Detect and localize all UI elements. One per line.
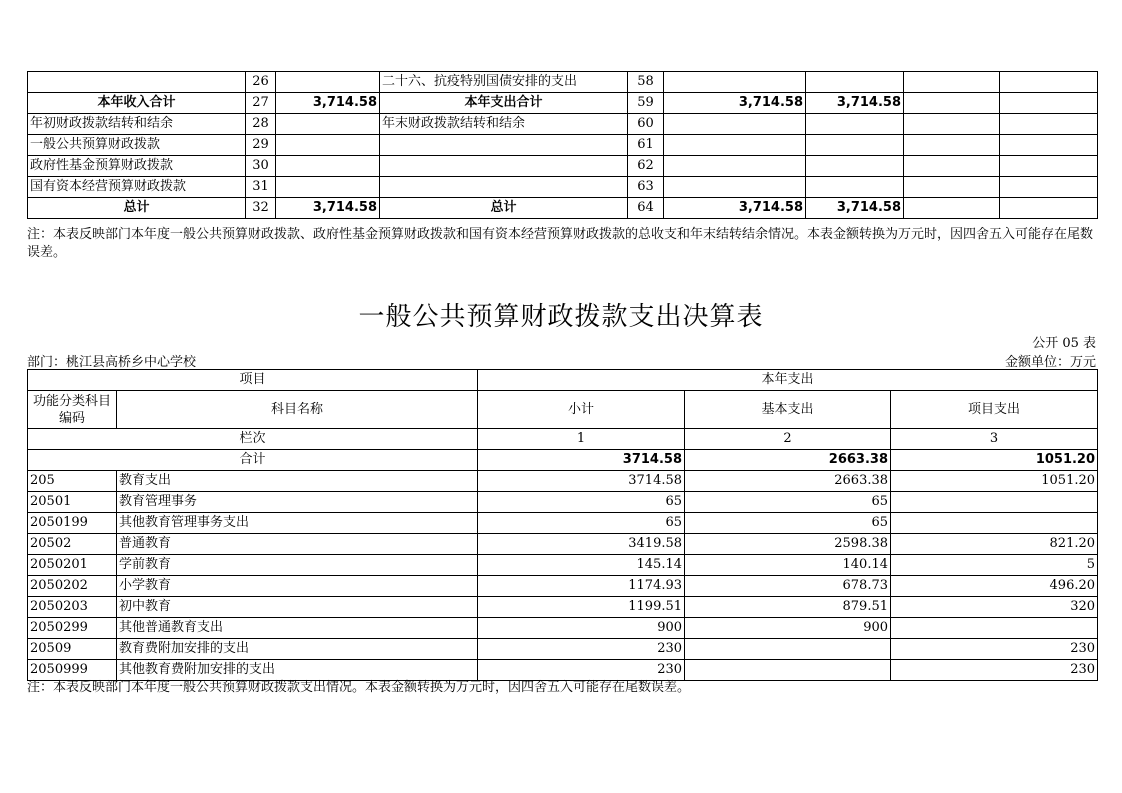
total-subtotal: 3714.58 [478,450,685,471]
table-row [28,555,1098,576]
header-current-year-expense: 本年支出 [478,370,1098,391]
right-amount-1 [664,72,806,93]
column-number-1: 1 [478,429,685,450]
right-amount-3 [904,93,1000,114]
basic-expense-value: 65 [685,513,891,534]
basic-expense-value: 879.51 [685,597,891,618]
expense-table [27,369,1098,681]
right-row-number: 63 [628,177,664,198]
subject-code: 2050999 [28,660,117,681]
table-row [28,618,1098,639]
subtotal-value: 65 [478,492,685,513]
column-order-label: 栏次 [28,429,478,450]
right-label: 本年支出合计 [380,93,628,114]
right-amount-2 [806,114,904,135]
right-amount-2: 3,714.58 [806,198,904,219]
header-row-2 [28,391,1098,429]
subject-name: 其他教育费附加安排的支出 [117,660,478,681]
right-amount-4 [1000,156,1098,177]
project-expense-value: 496.20 [891,576,1098,597]
table-row [28,576,1098,597]
left-label: 国有资本经营预算财政拨款 [28,177,246,198]
basic-expense-value: 140.14 [685,555,891,576]
subtotal-value: 3419.58 [478,534,685,555]
subtotal-value: 230 [478,660,685,681]
subject-name: 教育费附加安排的支出 [117,639,478,660]
subject-code: 20509 [28,639,117,660]
right-amount-4 [1000,135,1098,156]
right-row-number: 59 [628,93,664,114]
left-label: 一般公共预算财政拨款 [28,135,246,156]
summary-row [28,135,1098,156]
page-title: 一般公共预算财政拨款支出决算表 [358,302,764,332]
subject-name: 教育支出 [117,471,478,492]
header-project-expense: 项目支出 [891,391,1098,429]
project-expense-value: 5 [891,555,1098,576]
project-expense-value: 230 [891,660,1098,681]
subject-code: 2050202 [28,576,117,597]
right-label: 二十六、抗疫特别国债安排的支出 [380,72,628,93]
right-label: 总计 [380,198,628,219]
subtotal-value: 1174.93 [478,576,685,597]
left-label: 本年收入合计 [28,93,246,114]
subject-code: 205 [28,471,117,492]
left-row-number: 30 [246,156,276,177]
basic-expense-value: 65 [685,492,891,513]
right-amount-2 [806,72,904,93]
table-row [28,492,1098,513]
right-amount-3 [904,72,1000,93]
total-basic: 2663.38 [685,450,891,471]
basic-expense-value [685,639,891,660]
subject-code: 20502 [28,534,117,555]
right-amount-1: 3,714.58 [664,198,806,219]
form-code: 公开 05 表 [1032,336,1096,351]
table2-note: 注：本表反映部门本年度一般公共预算财政拨款支出情况。本表金额转换为万元时，因四舍五入可能存在尾数误差。 [27,680,691,695]
table-row [28,639,1098,660]
basic-expense-value: 2663.38 [685,471,891,492]
header-subtotal: 小计 [478,391,685,429]
subtotal-value: 3714.58 [478,471,685,492]
left-amount: 3,714.58 [276,93,380,114]
right-amount-2 [806,177,904,198]
project-expense-value: 821.20 [891,534,1098,555]
left-amount: 3,714.58 [276,198,380,219]
table-row [28,534,1098,555]
right-row-number: 61 [628,135,664,156]
left-row-number: 28 [246,114,276,135]
project-expense-value: 320 [891,597,1098,618]
right-amount-3 [904,156,1000,177]
subtotal-value: 145.14 [478,555,685,576]
header-project: 项目 [28,370,478,391]
column-order-row [28,429,1098,450]
right-amount-2: 3,714.58 [806,93,904,114]
subject-name: 其他教育管理事务支出 [117,513,478,534]
left-label: 政府性基金预算财政拨款 [28,156,246,177]
left-row-number: 32 [246,198,276,219]
subject-code: 2050203 [28,597,117,618]
right-amount-3 [904,114,1000,135]
table-row [28,513,1098,534]
summary-row [28,72,1098,93]
table-row [28,597,1098,618]
left-label: 总计 [28,198,246,219]
left-row-number: 31 [246,177,276,198]
right-amount-3 [904,177,1000,198]
right-amount-1 [664,135,806,156]
header-basic-expense: 基本支出 [685,391,891,429]
left-row-number: 27 [246,93,276,114]
project-expense-value: 1051.20 [891,471,1098,492]
fiscal-summary-table [27,71,1098,219]
right-row-number: 58 [628,72,664,93]
right-row-number: 60 [628,114,664,135]
table-row [28,471,1098,492]
left-label [28,72,246,93]
right-label [380,156,628,177]
right-row-number: 62 [628,156,664,177]
subject-code: 2050201 [28,555,117,576]
summary-row [28,156,1098,177]
amount-unit-label: 金额单位：万元 [1004,355,1096,370]
subject-name: 其他普通教育支出 [117,618,478,639]
subject-code: 20501 [28,492,117,513]
header-func-code: 功能分类科目编码 [28,391,117,429]
left-label: 年初财政拨款结转和结余 [28,114,246,135]
total-row [28,450,1098,471]
right-amount-1: 3,714.58 [664,93,806,114]
total-project: 1051.20 [891,450,1098,471]
subtotal-value: 65 [478,513,685,534]
left-row-number: 29 [246,135,276,156]
project-expense-value [891,492,1098,513]
subtotal-value: 1199.51 [478,597,685,618]
summary-row [28,114,1098,135]
right-amount-2 [806,156,904,177]
basic-expense-value: 900 [685,618,891,639]
subtotal-value: 900 [478,618,685,639]
subtotal-value: 230 [478,639,685,660]
subject-code: 2050199 [28,513,117,534]
total-label: 合计 [28,450,478,471]
right-row-number: 64 [628,198,664,219]
header-subject-name: 科目名称 [117,391,478,429]
subject-name: 普通教育 [117,534,478,555]
table-row [28,660,1098,681]
department-label: 部门：桃江县高桥乡中心学校 [27,355,197,370]
right-label [380,135,628,156]
column-number-3: 3 [891,429,1098,450]
project-expense-value: 230 [891,639,1098,660]
right-amount-3 [904,198,1000,219]
table1-note: 注：本表反映部门本年度一般公共预算财政拨款、政府性基金预算财政拨款和国有资本经营预算财政拨款的总收支和年末结转结余情况。本表金额转换为万元时，因四舍五入可能存在尾数误差。 [27,227,1094,260]
left-amount [276,135,380,156]
project-expense-value [891,513,1098,534]
right-amount-3 [904,135,1000,156]
right-amount-1 [664,156,806,177]
left-amount [276,114,380,135]
basic-expense-value [685,660,891,681]
right-amount-4 [1000,177,1098,198]
subject-code: 2050299 [28,618,117,639]
summary-row [28,93,1098,114]
column-number-2: 2 [685,429,891,450]
subject-name: 小学教育 [117,576,478,597]
right-label: 年末财政拨款结转和结余 [380,114,628,135]
right-amount-2 [806,135,904,156]
right-amount-4 [1000,198,1098,219]
right-label [380,177,628,198]
left-amount [276,177,380,198]
subject-name: 初中教育 [117,597,478,618]
right-amount-4 [1000,72,1098,93]
left-amount [276,156,380,177]
left-amount [276,72,380,93]
summary-row [28,198,1098,219]
left-row-number: 26 [246,72,276,93]
right-amount-4 [1000,93,1098,114]
project-expense-value [891,618,1098,639]
basic-expense-value: 2598.38 [685,534,891,555]
subject-name: 教育管理事务 [117,492,478,513]
basic-expense-value: 678.73 [685,576,891,597]
subject-name: 学前教育 [117,555,478,576]
summary-row [28,177,1098,198]
right-amount-4 [1000,114,1098,135]
header-row-1 [28,370,1098,391]
right-amount-1 [664,177,806,198]
right-amount-1 [664,114,806,135]
